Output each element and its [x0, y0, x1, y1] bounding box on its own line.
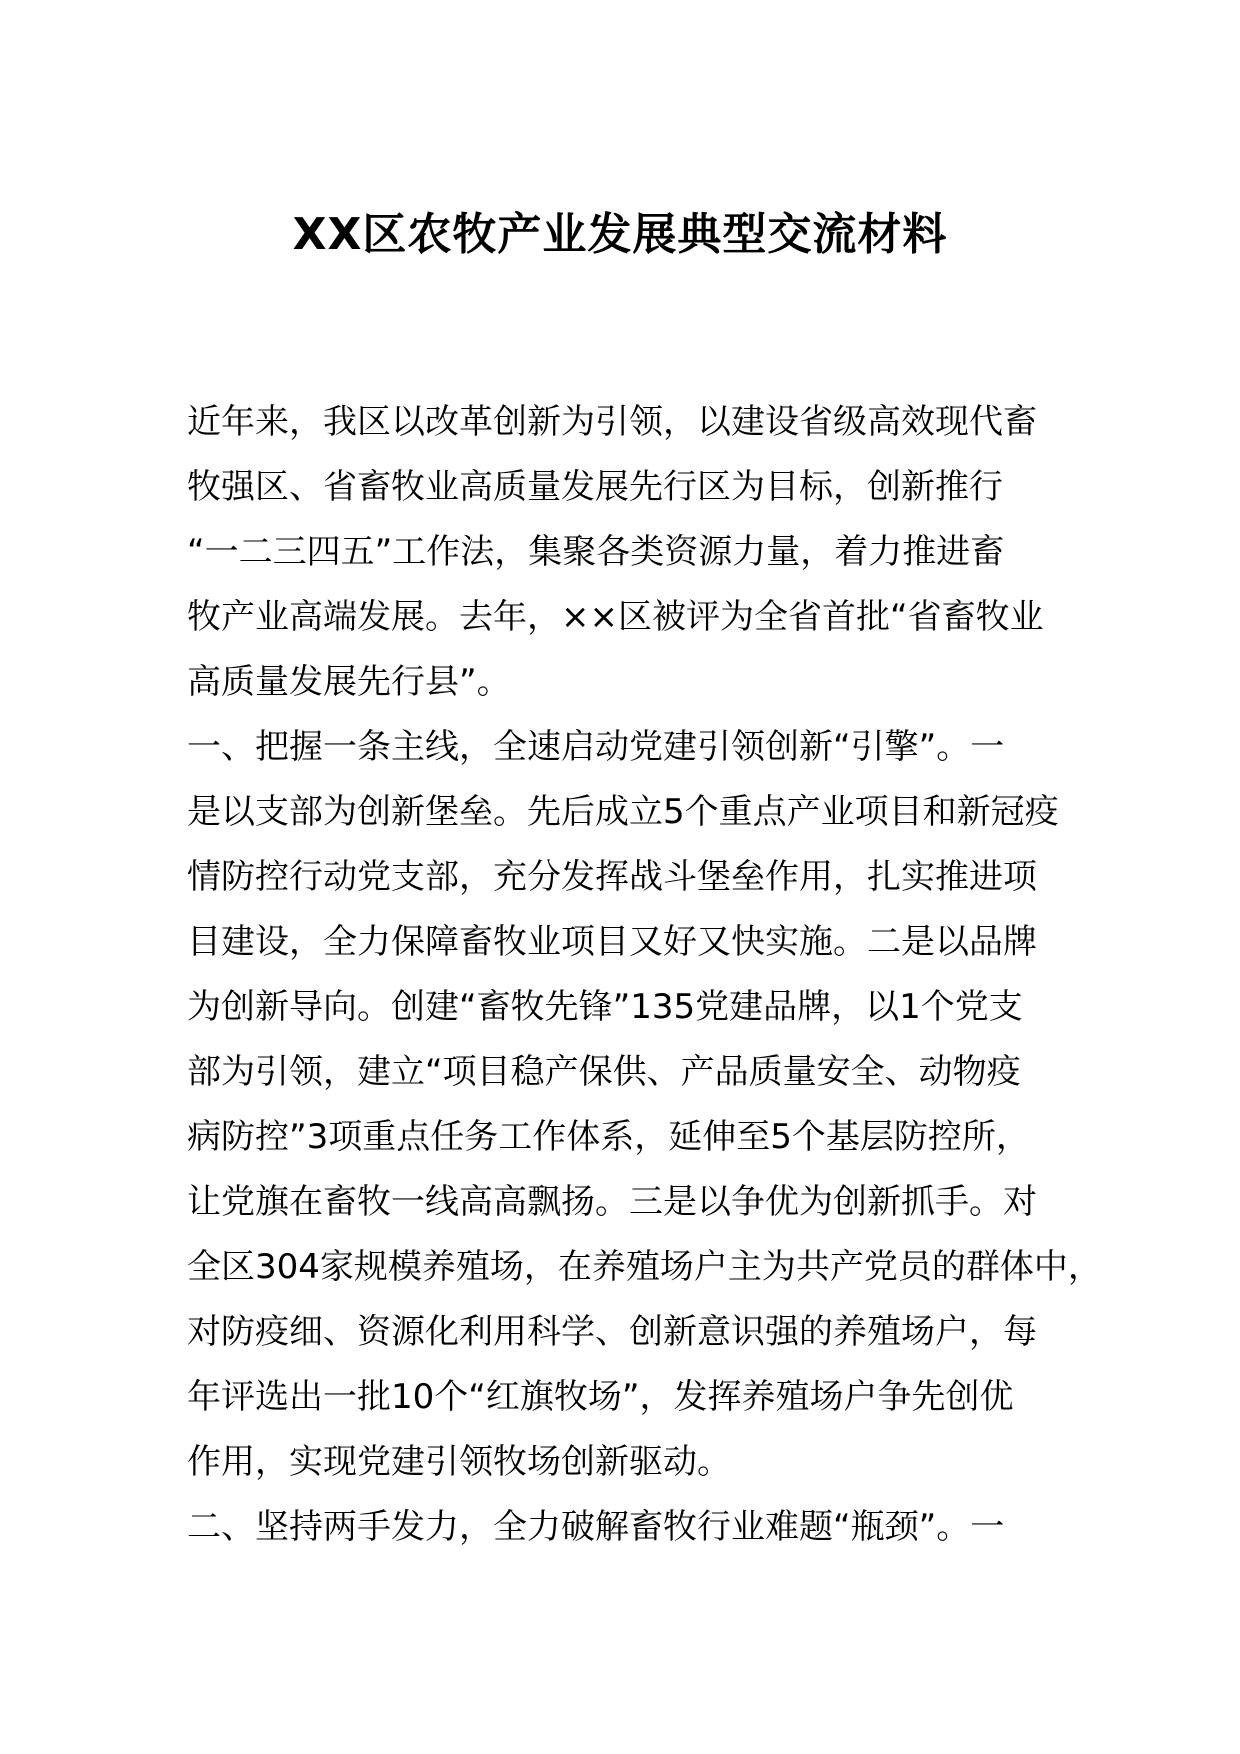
body-line: 全区304家规模养殖场，在养殖场户主为共产党员的群体中， [187, 1247, 1102, 1287]
body-line: 高质量发展先行县”。 [187, 662, 511, 702]
body-line: 部为引领，建立“项目稳产保供、产品质量安全、动物疫 [187, 1052, 1021, 1092]
section-heading-line: 二、坚持两手发力，全力破解畜牧行业难题“瓶颈”。一 [187, 1507, 1005, 1547]
body-line: 牧产业高端发展。去年，××区被评为全省首批“省畜牧业 [187, 597, 1044, 637]
body-line: 年评选出一批10个“红旗牧场”，发挥养殖场户争先创优 [187, 1377, 1014, 1417]
body-line: 作用，实现党建引领牧场创新驱动。 [187, 1442, 731, 1482]
section-heading-line: 一、把握一条主线，全速启动党建引领创新“引擎”。一 [187, 727, 1005, 767]
body-line: 情防控行动党支部，充分发挥战斗堡垒作用，扎实推进项 [187, 857, 1037, 897]
body-line: 病防控”3项重点任务工作体系，延伸至5个基层防控所， [187, 1117, 1030, 1157]
document-title: XX区农牧产业发展典型交流材料 [292, 209, 948, 260]
body-line: 目建设，全力保障畜牧业项目又好又快实施。二是以品牌 [187, 922, 1037, 962]
document-body [187, 390, 1102, 1560]
body-line: 为创新导向。创建“畜牧先锋”135党建品牌，以1个党支 [187, 987, 1023, 1027]
body-line: 近年来，我区以改革创新为引领，以建设省级高效现代畜 [187, 402, 1037, 442]
body-line: 让党旗在畜牧一线高高飘扬。三是以争优为创新抓手。对 [187, 1182, 1037, 1222]
body-line: 牧强区、省畜牧业高质量发展先行区为目标，创新推行 [187, 467, 1003, 507]
body-line: 对防疫细、资源化利用科学、创新意识强的养殖场户，每 [187, 1312, 1037, 1352]
body-line: 是以支部为创新堡垒。先后成立5个重点产业项目和新冠疫 [187, 792, 1059, 832]
body-line: “一二三四五”工作法，集聚各类资源力量，着力推进畜 [187, 532, 1005, 572]
